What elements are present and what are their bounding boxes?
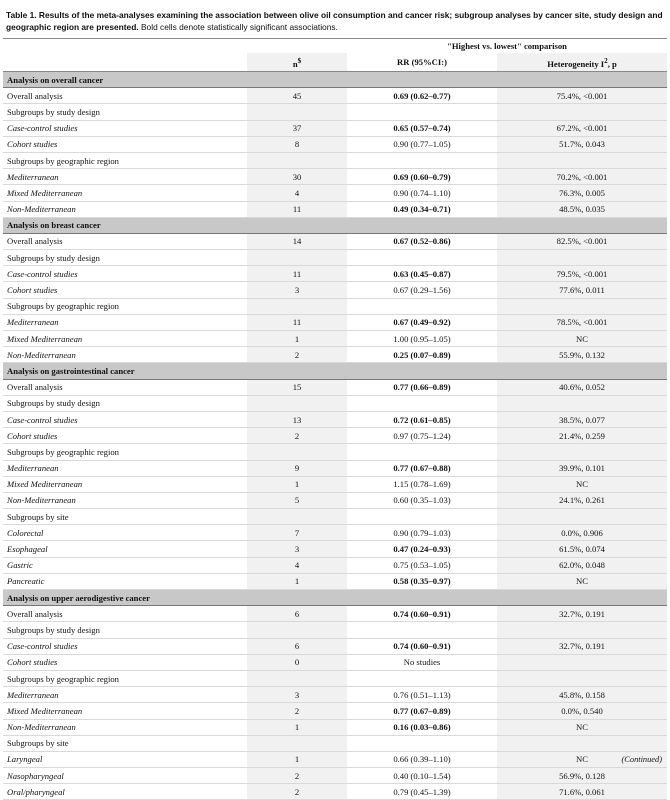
- row-label: Oral/pharyngeal: [3, 784, 247, 800]
- row-heterogeneity: 70.2%, <0.001: [497, 169, 667, 185]
- subgroup-header-row: [3, 104, 667, 120]
- row-label: Case-control studies: [3, 266, 247, 282]
- row-rr: No studies: [347, 654, 497, 670]
- row-rr: 0.25 (0.07–0.89): [347, 347, 497, 363]
- row-heterogeneity: 78.5%, <0.001: [497, 314, 667, 330]
- row-n: 2: [247, 347, 347, 363]
- row-rr: 0.66 (0.39–1.10): [347, 751, 497, 767]
- header-comparison: "Highest vs. lowest" comparison: [347, 39, 667, 54]
- row-rr: 0.49 (0.34–0.71): [347, 201, 497, 217]
- row-label: Nasopharyngeal: [3, 768, 247, 784]
- row-label: Cohort studies: [3, 428, 247, 444]
- row-label: Cohort studies: [3, 136, 247, 152]
- row-label: Non-Mediterranean: [3, 492, 247, 508]
- table-row: [3, 525, 667, 541]
- row-rr: 0.63 (0.45–0.87): [347, 266, 497, 282]
- row-heterogeneity: 51.7%, 0.043: [497, 136, 667, 152]
- row-rr: 0.76 (0.51–1.13): [347, 687, 497, 703]
- table-row: [3, 266, 667, 282]
- row-label: Overall analysis: [3, 379, 247, 395]
- table-row: [3, 476, 667, 492]
- table-row: [3, 719, 667, 735]
- row-n: 11: [247, 314, 347, 330]
- row-heterogeneity: NC: [497, 573, 667, 589]
- row-heterogeneity: 56.9%, 0.128: [497, 768, 667, 784]
- row-heterogeneity: 40.6%, 0.052: [497, 379, 667, 395]
- table-row: [3, 314, 667, 330]
- row-heterogeneity: 38.5%, 0.077: [497, 411, 667, 427]
- row-heterogeneity: 79.5%, <0.001: [497, 266, 667, 282]
- row-n: 14: [247, 233, 347, 249]
- table-row: [3, 460, 667, 476]
- row-n: 15: [247, 379, 347, 395]
- row-n: 3: [247, 541, 347, 557]
- table-body: [3, 72, 667, 800]
- row-heterogeneity: 0.0%, 0.540: [497, 703, 667, 719]
- row-heterogeneity: 82.5%, <0.001: [497, 233, 667, 249]
- row-heterogeneity: NC: [497, 719, 667, 735]
- row-n: 1: [247, 719, 347, 735]
- table-row: [3, 120, 667, 136]
- row-rr: 0.40 (0.10–1.54): [347, 768, 497, 784]
- row-n: 5: [247, 492, 347, 508]
- row-heterogeneity: 55.9%, 0.132: [497, 347, 667, 363]
- table-caption: [6, 10, 664, 33]
- table-row: [3, 379, 667, 395]
- row-label: Case-control studies: [3, 411, 247, 427]
- row-heterogeneity: 21.4%, 0.259: [497, 428, 667, 444]
- table-row: [3, 331, 667, 347]
- row-label: Non-Mediterranean: [3, 719, 247, 735]
- row-label: Mediterranean: [3, 460, 247, 476]
- section-label: Analysis on gastrointestinal cancer: [3, 363, 247, 379]
- row-n: 6: [247, 606, 347, 622]
- subgroup-header-row: [3, 152, 667, 168]
- section-header-row: [3, 72, 667, 88]
- row-rr: 1.15 (0.78–1.69): [347, 476, 497, 492]
- subgroup-label: Subgroups by study design: [3, 250, 247, 266]
- row-label: Case-control studies: [3, 120, 247, 136]
- row-heterogeneity: 45.8%, 0.158: [497, 687, 667, 703]
- row-rr: 0.97 (0.75–1.24): [347, 428, 497, 444]
- row-heterogeneity: 0.0%, 0.906: [497, 525, 667, 541]
- table-row: [3, 751, 667, 767]
- table-row: [3, 347, 667, 363]
- subgroup-header-row: [3, 622, 667, 638]
- row-n: 2: [247, 428, 347, 444]
- row-heterogeneity: 71.6%, 0.061: [497, 784, 667, 800]
- row-n: 9: [247, 460, 347, 476]
- subgroup-header-row: [3, 735, 667, 751]
- row-n: 30: [247, 169, 347, 185]
- results-table: [3, 38, 667, 800]
- row-label: Mediterranean: [3, 169, 247, 185]
- row-heterogeneity: 62.0%, 0.048: [497, 557, 667, 573]
- row-heterogeneity: 32.7%, 0.191: [497, 606, 667, 622]
- row-label: Cohort studies: [3, 282, 247, 298]
- row-heterogeneity: NC: [497, 476, 667, 492]
- row-label: Mixed Mediterranean: [3, 703, 247, 719]
- section-header-row: [3, 590, 667, 606]
- row-n: 1: [247, 476, 347, 492]
- continued-note: (Continued): [621, 755, 662, 764]
- table-row: [3, 492, 667, 508]
- row-rr: 0.16 (0.03–0.86): [347, 719, 497, 735]
- row-label: Pancreatic: [3, 573, 247, 589]
- table-row: [3, 233, 667, 249]
- row-heterogeneity: 61.5%, 0.074: [497, 541, 667, 557]
- row-rr: 1.00 (0.95–1.05): [347, 331, 497, 347]
- subgroup-header-row: [3, 395, 667, 411]
- row-label: Cohort studies: [3, 654, 247, 670]
- row-rr: 0.67 (0.29–1.56): [347, 282, 497, 298]
- subgroup-label: Subgroups by geographic region: [3, 152, 247, 168]
- row-heterogeneity: 77.6%, 0.011: [497, 282, 667, 298]
- row-rr: 0.77 (0.67–0.88): [347, 460, 497, 476]
- row-heterogeneity: [497, 654, 667, 670]
- row-n: 1: [247, 573, 347, 589]
- row-label: Non-Mediterranean: [3, 201, 247, 217]
- row-n: 8: [247, 136, 347, 152]
- row-rr: 0.74 (0.60–0.91): [347, 638, 497, 654]
- row-n: 11: [247, 266, 347, 282]
- row-label: Gastric: [3, 557, 247, 573]
- row-rr: 0.74 (0.60–0.91): [347, 606, 497, 622]
- subgroup-header-row: [3, 250, 667, 266]
- row-n: 4: [247, 557, 347, 573]
- row-n: 13: [247, 411, 347, 427]
- subgroup-header-row: [3, 670, 667, 686]
- row-rr: 0.69 (0.62–0.77): [347, 88, 497, 104]
- caption-label: Table 1.: [6, 10, 37, 20]
- section-header-row: [3, 363, 667, 379]
- subgroup-label: Subgroups by geographic region: [3, 298, 247, 314]
- row-label: Colorectal: [3, 525, 247, 541]
- table-row: [3, 185, 667, 201]
- subgroup-label: Subgroups by site: [3, 735, 247, 751]
- table-row: [3, 687, 667, 703]
- row-rr: 0.72 (0.61–0.85): [347, 411, 497, 427]
- row-label: Mixed Mediterranean: [3, 185, 247, 201]
- table-row: [3, 201, 667, 217]
- row-n: 4: [247, 185, 347, 201]
- row-rr: 0.67 (0.52–0.86): [347, 233, 497, 249]
- header-row-columns: [3, 53, 667, 72]
- row-n: 37: [247, 120, 347, 136]
- row-n: 1: [247, 331, 347, 347]
- row-rr: 0.90 (0.79–1.03): [347, 525, 497, 541]
- subgroup-label: Subgroups by study design: [3, 622, 247, 638]
- row-rr: 0.90 (0.74–1.10): [347, 185, 497, 201]
- row-n: 2: [247, 784, 347, 800]
- table-row: [3, 606, 667, 622]
- row-heterogeneity: 67.2%, <0.001: [497, 120, 667, 136]
- table-row: [3, 428, 667, 444]
- row-heterogeneity: 39.9%, 0.101: [497, 460, 667, 476]
- row-heterogeneity: 32.7%, 0.191: [497, 638, 667, 654]
- table-row: [3, 784, 667, 800]
- row-n: 11: [247, 201, 347, 217]
- row-rr: 0.69 (0.60–0.79): [347, 169, 497, 185]
- header-n: n$: [247, 53, 347, 72]
- row-rr: 0.60 (0.35–1.03): [347, 492, 497, 508]
- row-heterogeneity: 24.1%, 0.261: [497, 492, 667, 508]
- row-n: 2: [247, 703, 347, 719]
- row-rr: 0.75 (0.53–1.05): [347, 557, 497, 573]
- row-n: 6: [247, 638, 347, 654]
- row-n: 7: [247, 525, 347, 541]
- row-label: Overall analysis: [3, 606, 247, 622]
- table-row: [3, 169, 667, 185]
- row-rr: 0.77 (0.66–0.89): [347, 379, 497, 395]
- table-row: [3, 541, 667, 557]
- row-rr: 0.67 (0.49–0.92): [347, 314, 497, 330]
- header-heterogeneity: Heterogeneity $I^2$, p: [497, 53, 667, 72]
- row-label: Laryngeal: [3, 751, 247, 767]
- subgroup-header-row: [3, 298, 667, 314]
- subgroup-label: Subgroups by geographic region: [3, 670, 247, 686]
- row-rr: 0.58 (0.35–0.97): [347, 573, 497, 589]
- row-heterogeneity: 75.4%, <0.001: [497, 88, 667, 104]
- subgroup-header-row: [3, 444, 667, 460]
- row-n: 45: [247, 88, 347, 104]
- table-row: [3, 638, 667, 654]
- table-row: [3, 654, 667, 670]
- caption-note: Bold cells denote statistically significant associations.: [140, 21, 338, 32]
- table-row: [3, 573, 667, 589]
- row-n: 3: [247, 282, 347, 298]
- row-n: 2: [247, 768, 347, 784]
- section-header-row: [3, 217, 667, 233]
- row-label: Overall analysis: [3, 88, 247, 104]
- caption-title: Results of the meta-analyses examining the association between olive oil consumption and cancer risk; subgroup analyses by cancer site, study design and geographic region are presented.: [6, 10, 663, 32]
- row-rr: 0.47 (0.24–0.93): [347, 541, 497, 557]
- row-label: Mixed Mediterranean: [3, 476, 247, 492]
- table-row: [3, 557, 667, 573]
- row-label: Mixed Mediterranean: [3, 331, 247, 347]
- row-n: 1: [247, 751, 347, 767]
- row-heterogeneity: NC: [497, 751, 667, 767]
- header-rr: RR (95%CI:): [347, 53, 497, 72]
- row-label: Case-control studies: [3, 638, 247, 654]
- row-label: Esophageal: [3, 541, 247, 557]
- row-rr: 0.90 (0.77–1.05): [347, 136, 497, 152]
- subgroup-label: Subgroups by study design: [3, 104, 247, 120]
- row-rr: 0.79 (0.45–1.39): [347, 784, 497, 800]
- row-label: Mediterranean: [3, 314, 247, 330]
- row-label: Mediterranean: [3, 687, 247, 703]
- header-row-group: [3, 39, 667, 54]
- table-row: [3, 282, 667, 298]
- row-label: Overall analysis: [3, 233, 247, 249]
- table-row: [3, 136, 667, 152]
- row-rr: 0.65 (0.57–0.74): [347, 120, 497, 136]
- row-n: 3: [247, 687, 347, 703]
- row-n: 0: [247, 654, 347, 670]
- row-label: Non-Mediterranean: [3, 347, 247, 363]
- table-row: [3, 703, 667, 719]
- section-label: Analysis on overall cancer: [3, 72, 247, 88]
- subgroup-label: Subgroups by study design: [3, 395, 247, 411]
- subgroup-label: Subgroups by geographic region: [3, 444, 247, 460]
- row-heterogeneity: 48.5%, 0.035: [497, 201, 667, 217]
- row-heterogeneity: 76.3%, 0.005: [497, 185, 667, 201]
- row-rr: 0.77 (0.67–0.89): [347, 703, 497, 719]
- section-label: Analysis on upper aerodigestive cancer: [3, 590, 247, 606]
- subgroup-header-row: [3, 509, 667, 525]
- subgroup-label: Subgroups by site: [3, 509, 247, 525]
- table-row: [3, 88, 667, 104]
- table-row: [3, 411, 667, 427]
- section-label: Analysis on breast cancer: [3, 217, 247, 233]
- row-heterogeneity: NC: [497, 331, 667, 347]
